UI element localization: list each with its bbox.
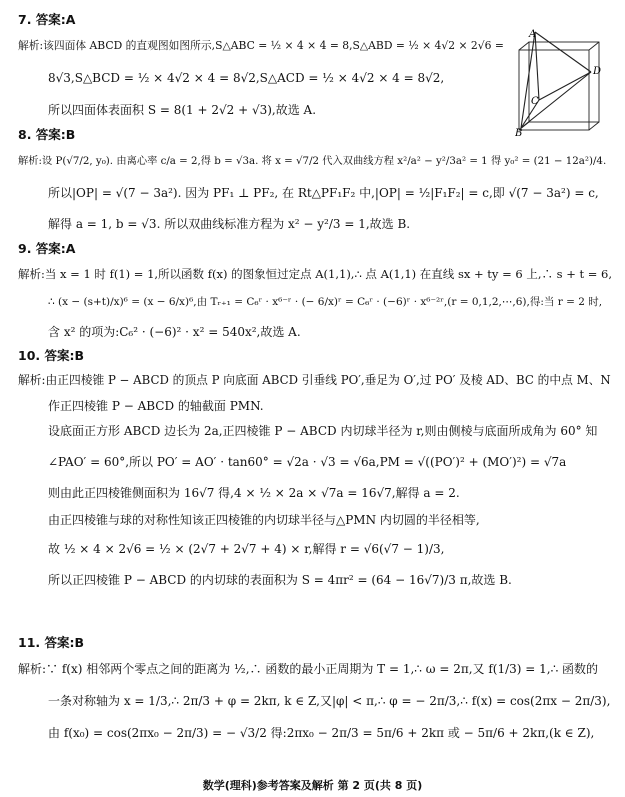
solution-10-line-7: 故 ½ × 4 × 2√6 = ½ × (2√7 + 2√7 + 4) × r,解得 r = √6(√7 − 1)/3,	[48, 542, 445, 556]
vertex-c-label: C	[531, 96, 539, 107]
answer-11-heading: 11. 答案:B	[18, 635, 85, 650]
solution-11-line-1: 解析:∵ f(x) 相邻两个零点之间的距离为 ½,∴ 函数的最小正周期为 T = 1,∴ ω = 2π,又 f(1/3) = 1,∴ 函数的	[18, 662, 599, 676]
solution-11-line-3: 由 f(x₀) = cos(2πx₀ − 2π/3) = − √3/2 得:2πx₀ − 2π/3 = 5π/6 + 2kπ 或 − 5π/6 + 2kπ,(k ∈ Z),	[48, 726, 595, 740]
solution-10-line-5: 则由此正四棱锥侧面积为 16√7 得,4 × ½ × 2a × √7a = 16√7,解得 a = 2.	[48, 486, 460, 500]
answer-8-heading: 8. 答案:B	[18, 127, 76, 142]
tetrahedron-figure	[515, 28, 615, 136]
solution-10-line-8: 所以正四棱锥 P − ABCD 的内切球的表面积为 S = 4πr² = (64 − 16√7)/3 π,故选 B.	[48, 573, 512, 587]
answer-7-heading: 7. 答案:A	[18, 12, 76, 27]
solution-10-line-6: 由正四棱锥与球的对称性知该正四棱锥的内切球半径与△PMN 内切圆的半径相等,	[48, 513, 480, 527]
solution-7-line-1: 解析:该四面体 ABCD 的直观图如图所示,S△ABC = ½ × 4 × 4 = 8,S△ABD = ½ × 4√2 × 2√6 =	[18, 39, 504, 52]
vertex-b-label: B	[515, 128, 523, 136]
solution-8-line-1: 解析:设 P(√7/2, y₀). 由离心率 c/a = 2,得 b = √3a. 将 x = √7/2 代入双曲线方程 x²/a² − y²/3a² = 1 得 y₀² = (21 − 12a²)/4.	[18, 155, 607, 167]
solution-7-line-3: 所以四面体表面积 S = 8(1 + 2√2 + √3),故选 A.	[48, 103, 317, 117]
vertex-d-label: D	[593, 66, 602, 77]
vertex-a-label: A	[529, 29, 537, 40]
answer-9-heading: 9. 答案:A	[18, 241, 76, 256]
page-footer: 数学(理科)参考答案及解析 第 2 页(共 8 页)	[202, 779, 423, 792]
solution-10-line-4: ∠PAO′ = 60°,所以 PO′ = AO′ · tan60° = √2a · √3 = √6a,PM = √((PO′)² + (MO′)²) = √7a	[48, 455, 567, 469]
solution-9-line-1: 解析:当 x = 1 时 f(1) = 1,所以函数 f(x) 的图象恒过定点 A(1,1),∴ 点 A(1,1) 在直线 sx + ty = 6 上,∴ s + t = 6,	[18, 267, 613, 281]
solution-10-line-2: 作正四棱锥 P − ABCD 的轴截面 PMN.	[48, 399, 264, 413]
solution-10-line-1: 解析:由正四棱锥 P − ABCD 的顶点 P 向底面 ABCD 引垂线 PO′,垂足为 O′,过 PO′ 及棱 AD、BC 的中点 M、N	[18, 373, 611, 387]
solution-9-line-3: 含 x² 的项为:C₆² · (−6)² · x² = 540x²,故选 A.	[48, 325, 301, 339]
solution-11-line-2: 一条对称轴为 x = 1/3,∴ 2π/3 + φ = 2kπ, k ∈ Z,又|φ| < π,∴ φ = − 2π/3,∴ f(x) = cos(2πx − 2π/3),	[48, 694, 611, 708]
solution-7-line-2: 8√3,S△BCD = ½ × 4√2 × 4 = 8√2,S△ACD = ½ × 4√2 × 4 = 8√2,	[48, 71, 445, 85]
solution-10-line-3: 设底面正方形 ABCD 边长为 2a,正四棱锥 P − ABCD 内切球半径为 r,则由侧棱与底面所成角为 60° 知	[48, 424, 598, 438]
solution-8-line-2: 所以|OP| = √(7 − 3a²). 因为 PF₁ ⊥ PF₂, 在 Rt△PF₁F₂ 中,|OP| = ½|F₁F₂| = c,即 √(7 − 3a²) = c,	[48, 186, 599, 200]
solution-8-line-3: 解得 a = 1, b = √3. 所以双曲线标准方程为 x² − y²/3 = 1,故选 B.	[48, 217, 411, 231]
solution-9-line-2: ∴ (x − (s+t)/x)⁶ = (x − 6/x)⁶,由 Tᵣ₊₁ = C₆ʳ · x⁶⁻ʳ · (− 6/x)ʳ = C₆ʳ · (−6)ʳ · x⁶⁻²ʳ,(r = 0,1,2,⋯,6),得:当 r = 2 时,	[48, 296, 603, 308]
answer-10-heading: 10. 答案:B	[18, 348, 85, 363]
